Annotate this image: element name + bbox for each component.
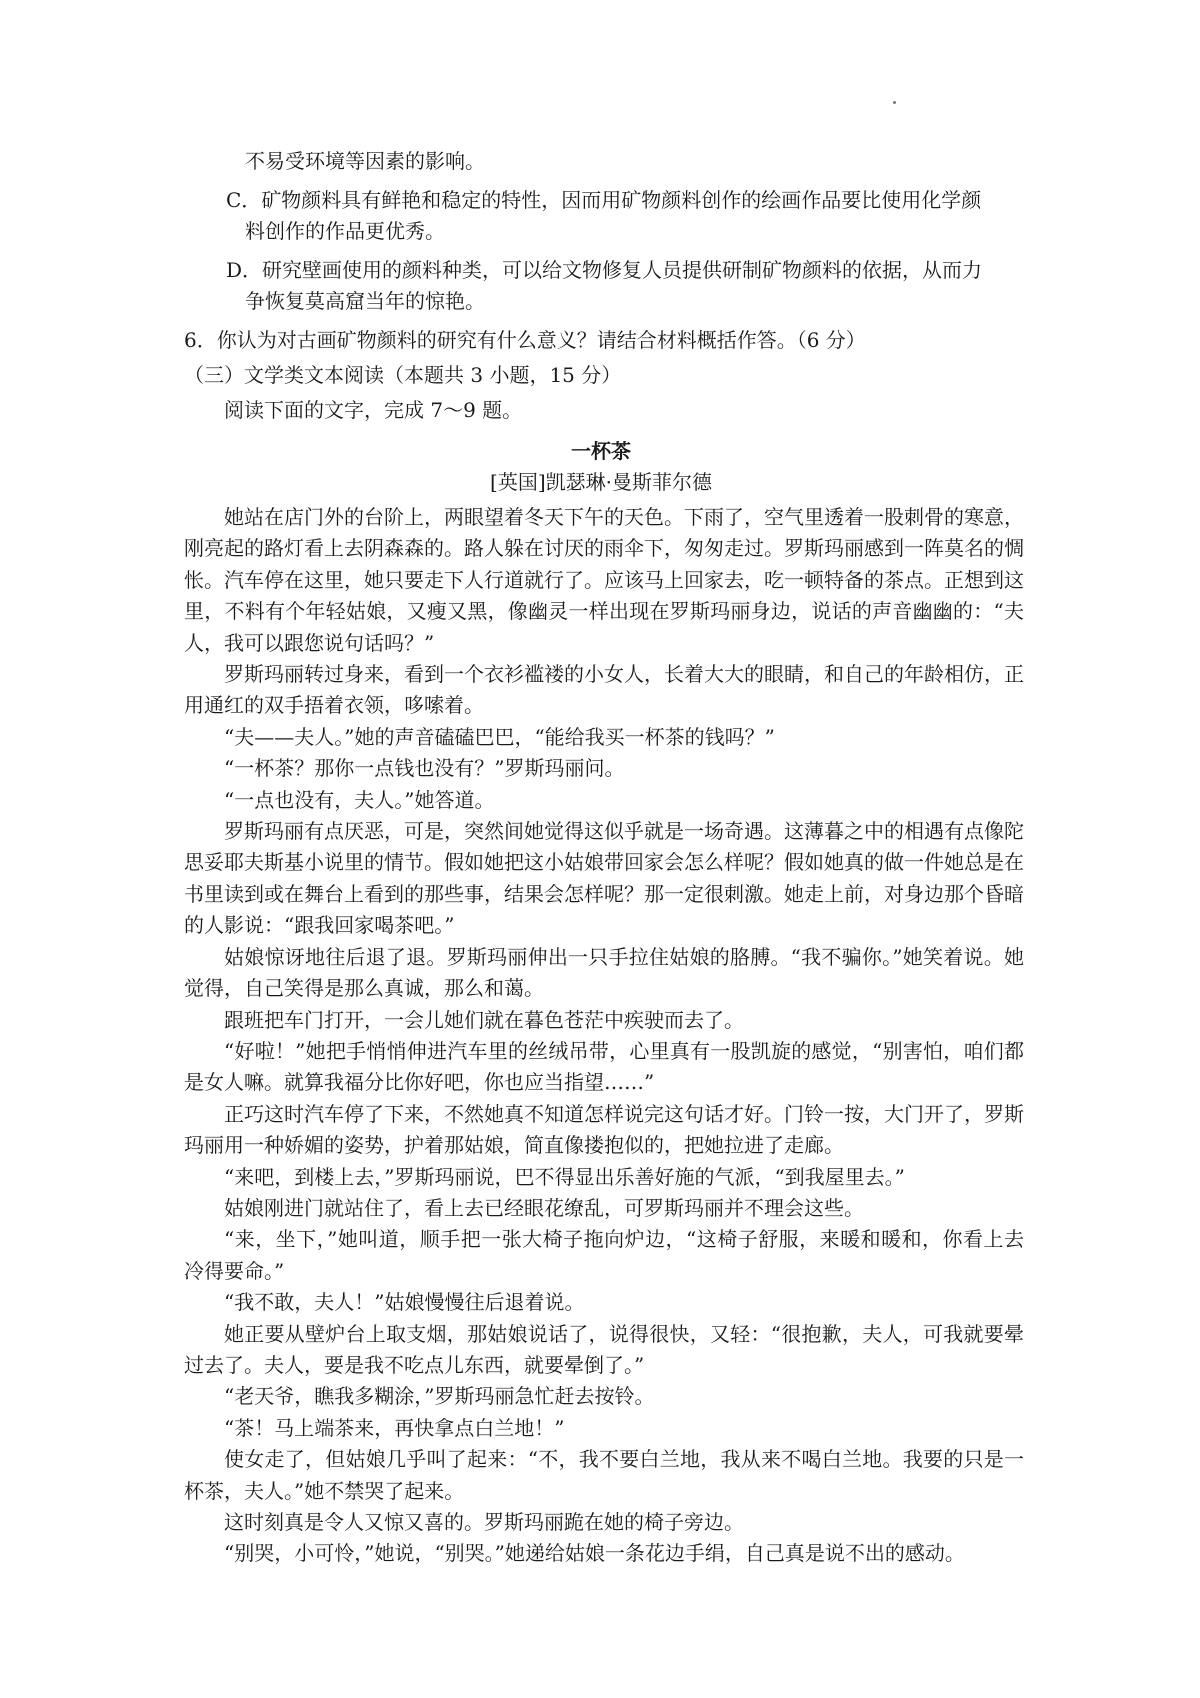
story-paragraph: “别哭，小可怜，”她说，“别哭。”她递给姑娘一条花边手绢，自己真是说不出的感动。 — [224, 1541, 965, 1566]
story-paragraph: 使女走了，但姑娘几乎叫了起来：“不，我不要白兰地，我从来不喝白兰地。我要的只是一杯茶，夫人。”她不禁哭了起来。 — [184, 1447, 1024, 1503]
reading-instruction: 阅读下面的文字，完成 7～9 题。 — [224, 398, 523, 422]
story-paragraph: “一点也没有，夫人。”她答道。 — [224, 787, 495, 812]
option-d-text-cont: 争恢复莫高窟当年的惊艳。 — [245, 289, 485, 313]
option-c — [184, 185, 1024, 247]
exam-page — [184, 146, 1024, 1570]
story-paragraph: 她站在店门外的台阶上，两眼望着冬天下午的天色。下雨了，空气里透着一股刺骨的寒意，刚亮起的路灯看上去阴森森的。路人躲在讨厌的雨伞下，匆匆走过。罗斯玛丽感到一阵莫名的惆怅。汽车停在这里，她只要走下人行道就行了。应该马上回家去，吃一顿特备的茶点。正想到这里，不料有个年轻姑娘，又瘦又黑，像幽灵一样出现在罗斯玛丽身边，说话的声音幽幽的：“夫人，我可以跟您说句话吗？” — [184, 505, 1024, 655]
story-paragraph: 这时刻真是令人又惊又喜的。罗斯玛丽跪在她的椅子旁边。 — [224, 1510, 744, 1534]
story-paragraph: “老天爷，瞧我多糊涂，”罗斯玛丽急忙赶去按铃。 — [224, 1384, 655, 1409]
story-paragraph: “来，坐下，”她叫道，顺手把一张大椅子拖向炉边，“这椅子舒服，来暖和暖和，你看上去冷得要命。” — [184, 1227, 1024, 1283]
page-speck — [893, 101, 896, 104]
option-c-text-cont: 料创作的作品更优秀。 — [245, 219, 445, 243]
story-paragraph: “夫——夫人。”她的声音磕磕巴巴，“能给我买一杯茶的钱吗？” — [224, 724, 775, 749]
option-d-label: D． — [226, 258, 263, 282]
question-6: 6．你认为对古画矿物颜料的研究有什么意义？请结合材料概括作答。（6 分） — [184, 328, 866, 352]
story-title: 一杯茶 — [571, 439, 631, 463]
story-body — [184, 502, 1024, 1570]
story-paragraph: “来吧，到楼上去，”罗斯玛丽说，巴不得显出乐善好施的气派，“到我屋里去。” — [224, 1164, 905, 1189]
story-paragraph: “好啦！”她把手悄悄伸进汽车里的丝绒吊带，心里真有一股凯旋的感觉，“别害怕，咱们都是女人嘛。就算我福分比你好吧，你也应当指望……” — [184, 1038, 1024, 1095]
story-paragraph: “茶！马上端茶来，再快拿点白兰地！” — [224, 1415, 565, 1440]
option-d — [184, 255, 1024, 317]
story-paragraph: 罗斯玛丽转过身来，看到一个衣衫褴褛的小女人，长着大大的眼睛，和自己的年龄相仿，正用通红的双手捂着衣领，哆嗦着。 — [184, 662, 1024, 718]
option-d-text: 研究壁画使用的颜料种类，可以给文物修复人员提供研制矿物颜料的依据，从而力 — [262, 258, 983, 282]
story-paragraph: 姑娘惊讶地往后退了退。罗斯玛丽伸出一只手拉住姑娘的胳膊。“我不骗你。”她笑着说。她觉得，自己笑得是那么真诚，那么和蔼。 — [184, 944, 1024, 1001]
story-paragraph: 罗斯玛丽有点厌恶，可是，突然间她觉得这似乎就是一场奇遇。这薄暮之中的相遇有点像陀思妥耶夫斯基小说里的情节。假如她把这小姑娘带回家会怎么样呢？假如她真的做一件她总是在书里读到或在舞台上看到的那些事，结果会怎样呢？那一定很刺激。她走上前，对身边那个昏暗的人影说：“跟我回家喝茶吧。” — [184, 819, 1024, 938]
story-paragraph: “一杯茶？那你一点钱也没有？”罗斯玛丽问。 — [224, 756, 625, 781]
option-c-text: 矿物颜料具有鲜艳和稳定的特性，因而用矿物颜料创作的绘画作品要比使用化学颜 — [261, 188, 982, 212]
story-paragraph: “我不敢，夫人！”姑娘慢慢往后退着说。 — [224, 1290, 585, 1315]
story-author: [英国]凯瑟琳·曼斯菲尔德 — [490, 470, 712, 494]
option-c-label: C． — [226, 188, 262, 212]
story-paragraph: 正巧这时汽车停了下来，不然她真不知道怎样说完这句话才好。门铃一按，大门开了，罗斯玛丽用一种娇媚的姿势，护着那姑娘，简直像搂抱似的，把她拉进了走廊。 — [184, 1101, 1024, 1158]
story-paragraph: 跟班把车门打开，一会儿她们就在暮色苍茫中疾驶而去了。 — [224, 1007, 744, 1032]
section-heading: （三）文学类文本阅读（本题共 3 小题，15 分） — [184, 363, 622, 387]
story-paragraph: 她正要从壁炉台上取支烟，那姑娘说话了，说得很快，又轻：“很抱歉，夫人，可我就要晕过去了。夫人，要是我不吃点儿东西，就要晕倒了。” — [184, 1321, 1024, 1377]
option-b-continuation: 不易受环境等因素的影响。 — [245, 149, 485, 173]
story-paragraph: 姑娘刚进门就站住了，看上去已经眼花缭乱，可罗斯玛丽并不理会这些。 — [224, 1195, 864, 1220]
